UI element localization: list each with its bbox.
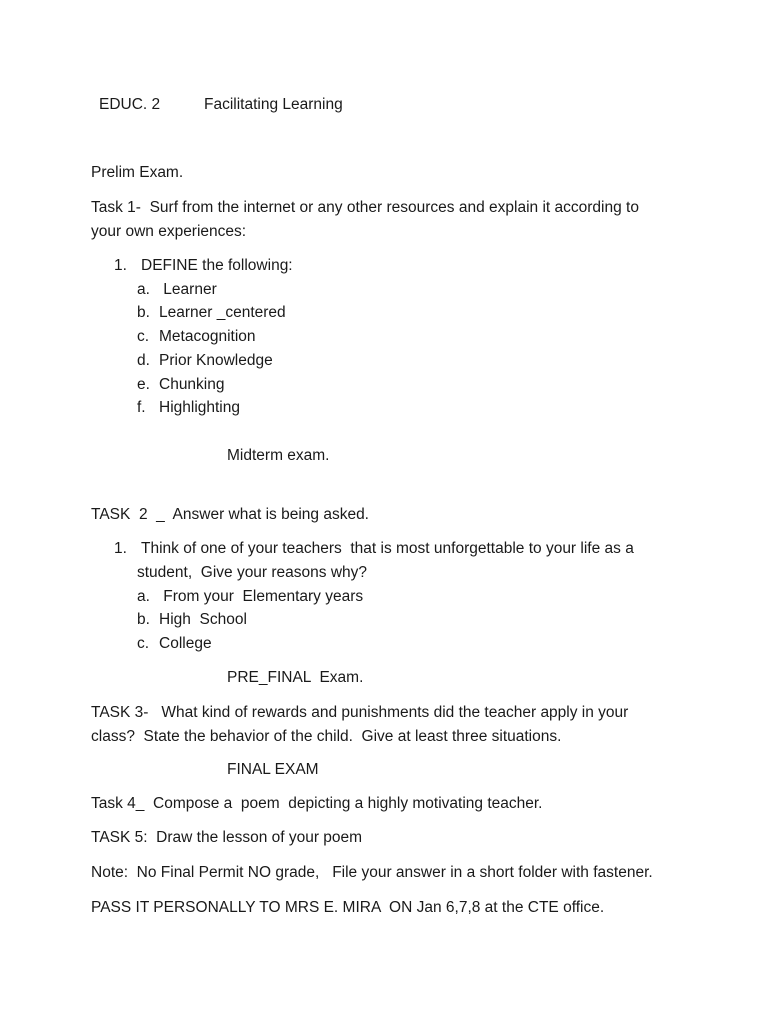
- task4-line: Task 4_ Compose a poem depicting a highly motivating teacher.: [91, 795, 543, 812]
- task3-line1: TASK 3- What kind of rewards and punishments did the teacher apply in your: [91, 704, 629, 721]
- prelim-subitem-marker: c.: [137, 328, 150, 345]
- midterm-subitem-text: High School: [159, 611, 247, 628]
- course-title: Facilitating Learning: [204, 96, 343, 113]
- task1-line2: your own experiences:: [91, 223, 247, 240]
- prefinal-heading: PRE_FINAL Exam.: [227, 669, 364, 686]
- midterm-item-line1: Think of one of your teachers that is most unforgettable to your life as a: [141, 540, 634, 557]
- prelim-subitem-marker: e.: [137, 376, 150, 393]
- prelim-subitem-text: Learner _centered: [159, 304, 286, 321]
- prelim-subitem-marker: d.: [137, 352, 150, 369]
- prelim-item-text: DEFINE the following:: [141, 257, 293, 274]
- midterm-subitem-marker: b.: [137, 611, 150, 628]
- prelim-subitem-text: Chunking: [159, 376, 225, 393]
- task5-line: TASK 5: Draw the lesson of your poem: [91, 829, 363, 846]
- midterm-item-line2: student, Give your reasons why?: [137, 564, 368, 581]
- course-code: EDUC. 2: [99, 96, 161, 113]
- task3-line2: class? State the behavior of the child. Give at least three situations.: [91, 728, 562, 745]
- prelim-subitem-marker: a.: [137, 281, 150, 298]
- prelim-heading: Prelim Exam.: [91, 164, 184, 181]
- midterm-subitem-marker: c.: [137, 635, 150, 652]
- midterm-subitem-marker: a.: [137, 588, 150, 605]
- prelim-item-number: 1.: [114, 257, 127, 274]
- pass-instruction: PASS IT PERSONALLY TO MRS E. MIRA ON Jan 6,7,8 at the CTE office.: [91, 899, 605, 916]
- prelim-subitem-text: Highlighting: [159, 399, 240, 416]
- prelim-subitem-marker: f.: [137, 399, 146, 416]
- task2-line: TASK 2 _ Answer what is being asked.: [91, 506, 369, 523]
- midterm-item-number: 1.: [114, 540, 127, 557]
- midterm-subitem-text: From your Elementary years: [159, 588, 364, 605]
- note-line: Note: No Final Permit NO grade, File your answer in a short folder with fastener.: [91, 864, 653, 881]
- prelim-subitem-text: Prior Knowledge: [159, 352, 273, 369]
- task1-line1: Task 1- Surf from the internet or any other resources and explain it according to: [91, 199, 639, 216]
- prelim-subitem-text: Learner: [159, 281, 217, 298]
- midterm-heading: Midterm exam.: [227, 447, 330, 464]
- midterm-subitem-text: College: [159, 635, 212, 652]
- prelim-subitem-marker: b.: [137, 304, 150, 321]
- prelim-subitem-text: Metacognition: [159, 328, 256, 345]
- final-heading: FINAL EXAM: [227, 761, 319, 778]
